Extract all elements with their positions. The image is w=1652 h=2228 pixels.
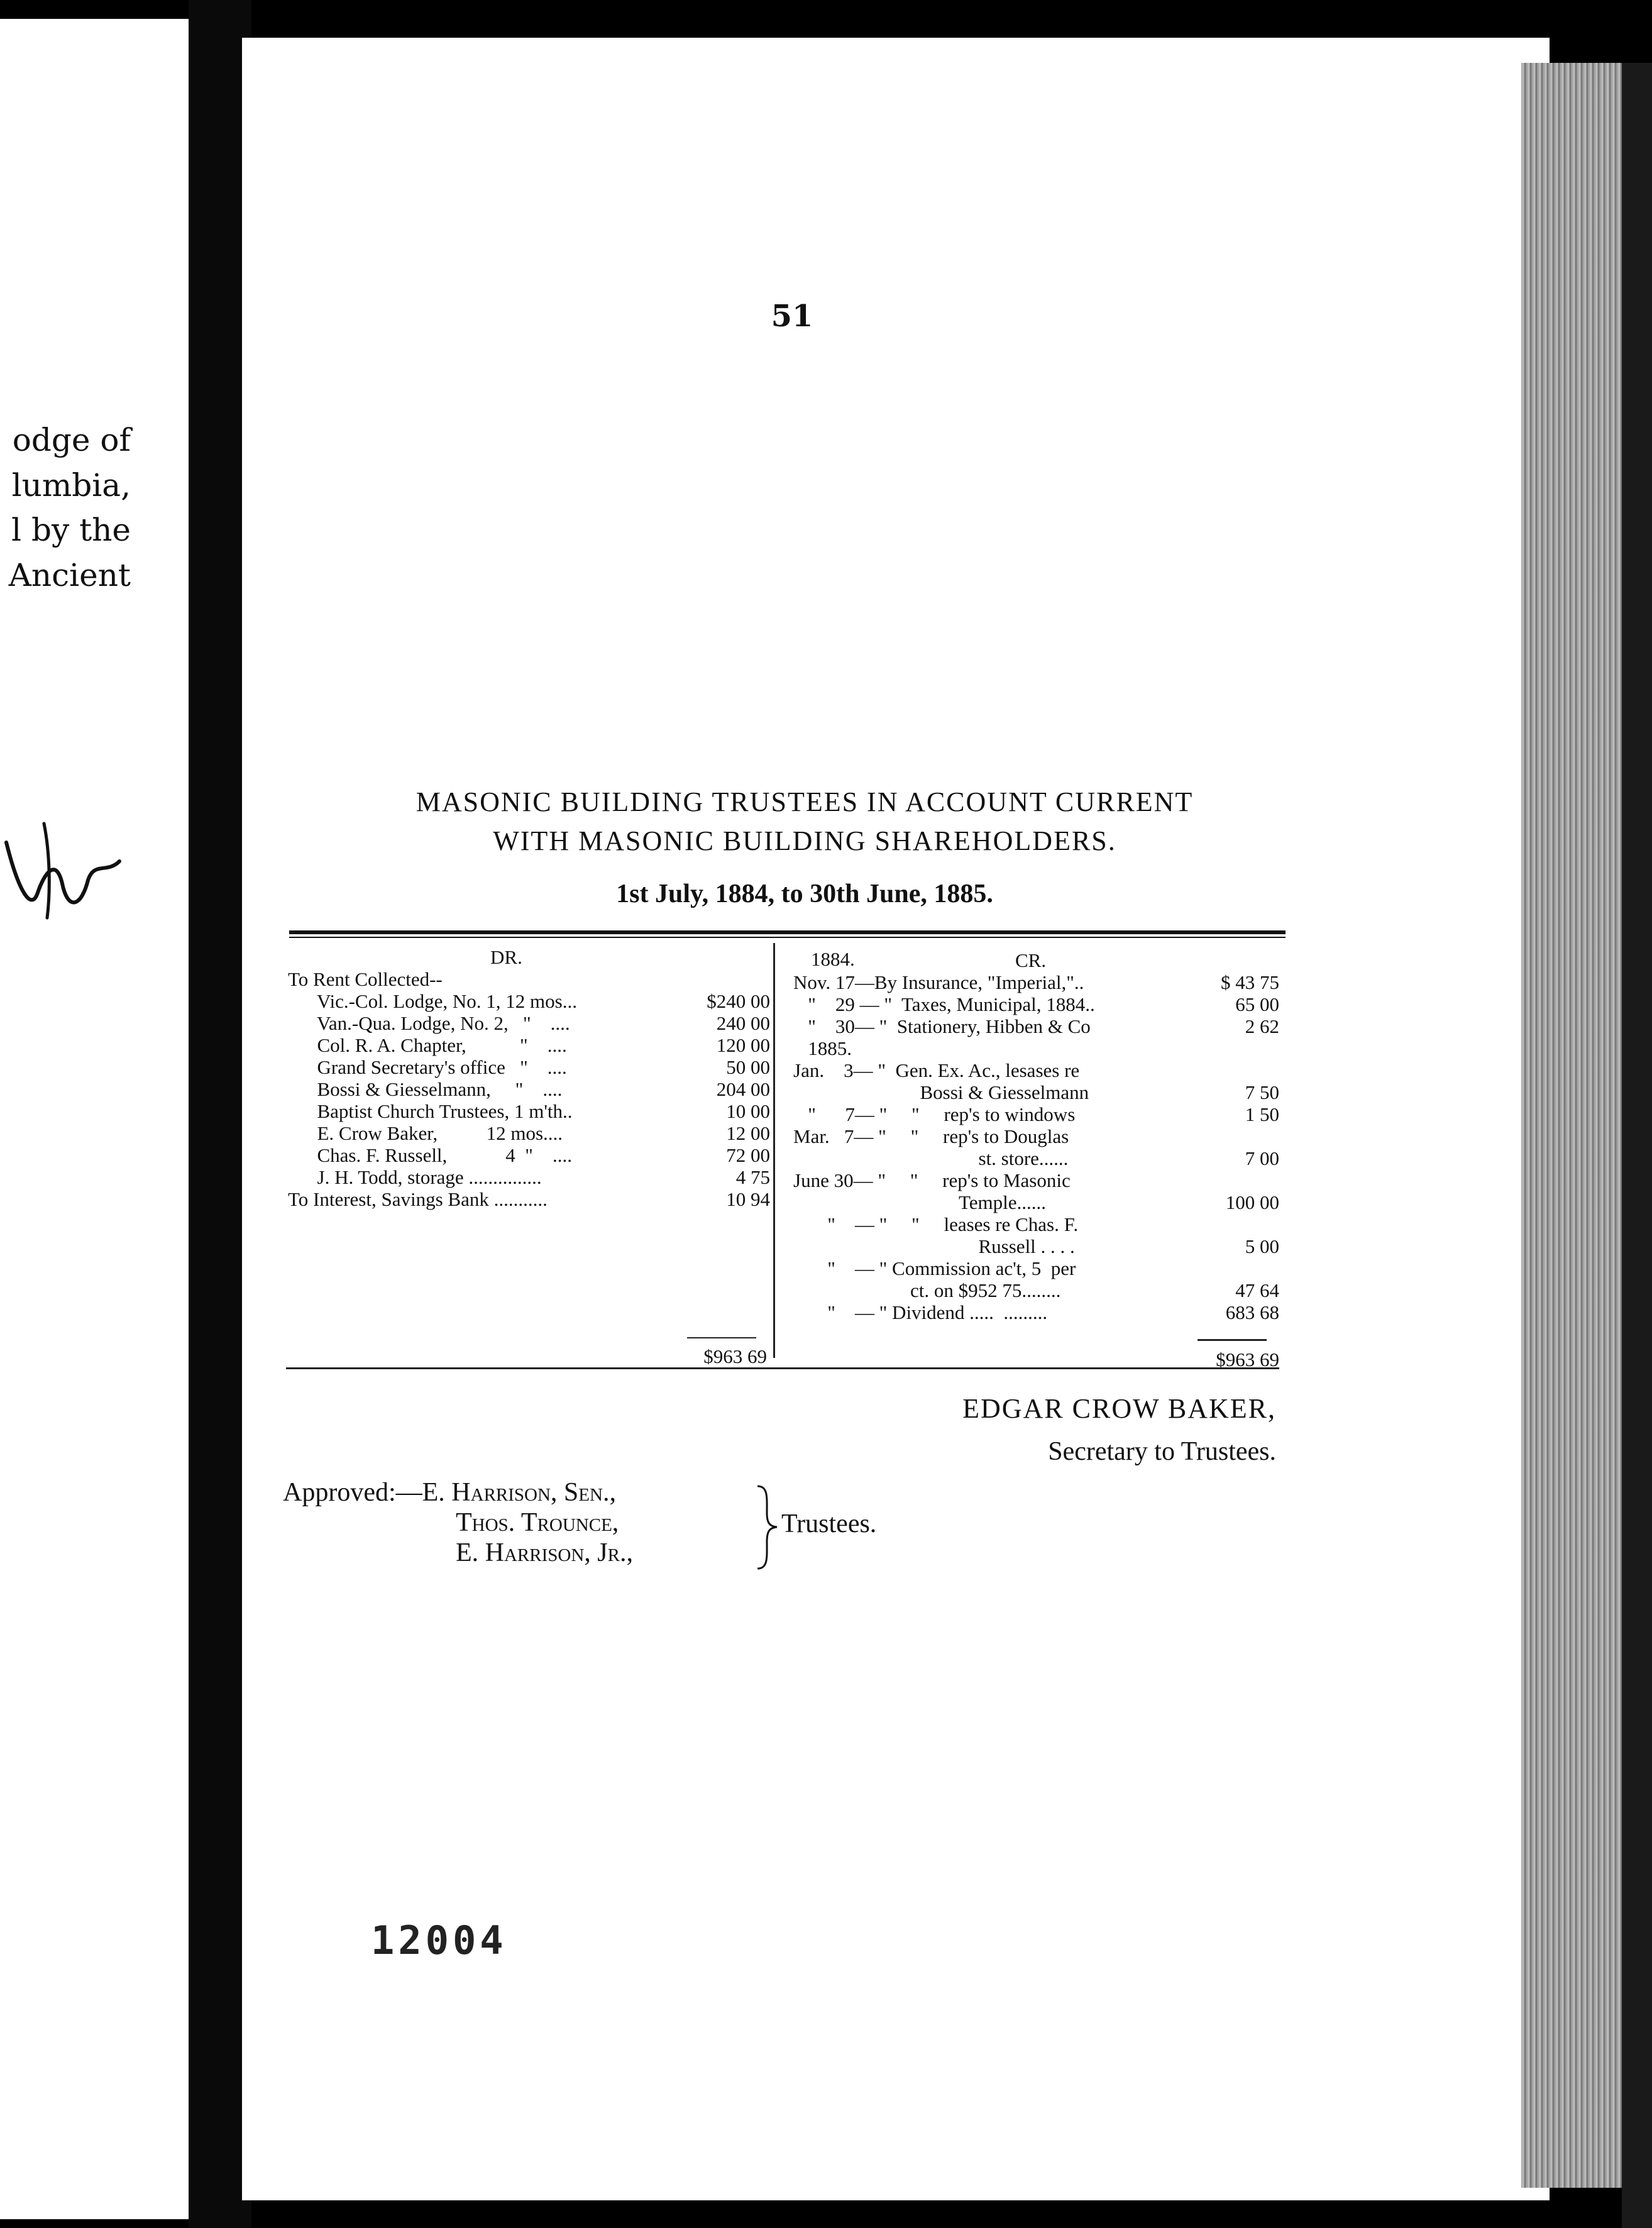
credit-row-text: " 30— " Stationery, Hibben & Co [793, 1015, 1091, 1037]
debit-total-rule [687, 1337, 756, 1338]
table-bottom-rule [286, 1367, 1279, 1369]
credit-row-amount: 2 62 [1245, 1015, 1279, 1037]
debit-row-text: Vic.-Col. Lodge, No. 1, 12 mos... [288, 990, 577, 1012]
debit-row-amount: 10 00 [726, 1100, 770, 1122]
left-page-line: Ancient [8, 557, 131, 593]
credit-row-amount: 65 00 [1235, 993, 1279, 1015]
credit-row-amount: 5 00 [1245, 1235, 1279, 1257]
left-page-line: l by the [11, 512, 131, 548]
debit-row-text: Grand Secretary's office " .... [288, 1056, 567, 1078]
table-center-rule [773, 943, 775, 1358]
credit-header: CR. [1015, 949, 1047, 971]
credit-total-rule [1198, 1339, 1267, 1341]
right-brace [754, 1485, 779, 1570]
credit-row-text: " 29 — " Taxes, Municipal, 1884.. [793, 993, 1095, 1015]
debit-row-text: Bossi & Giesselmann, " .... [288, 1078, 563, 1100]
debit-total: $963 69 [703, 1345, 767, 1367]
left-page-line: lumbia, [11, 467, 131, 504]
credit-year-1884: 1884. [811, 948, 855, 970]
credit-row-text: Russell . . . . [793, 1235, 1075, 1257]
approval-role: Trustees. [781, 1509, 877, 1538]
book-cover-edge [1622, 63, 1652, 2228]
debit-row-amount: 4 75 [735, 1166, 770, 1188]
debit-row-text: E. Crow Baker, 12 mos.... [288, 1122, 563, 1144]
credit-row-amount: 100 00 [1225, 1191, 1279, 1213]
debit-row-text: Van.-Qua. Lodge, No. 2, " .... [288, 1012, 570, 1034]
debit-row-amount: 120 00 [716, 1034, 770, 1056]
credit-row-text: " — " Dividend ..... ......... [793, 1301, 1048, 1323]
approval-prefix: Approved:— [283, 1478, 422, 1507]
left-page [0, 19, 189, 2219]
credit-row-text: Nov. 17—By Insurance, "Imperial,".. [793, 971, 1084, 993]
debit-row-amount: 50 00 [726, 1056, 770, 1078]
heading-period: 1st July, 1884, to 30th June, 1885. [616, 880, 993, 908]
debit-row-text: Baptist Church Trustees, 1 m'th.. [288, 1100, 573, 1122]
debit-row-amount: 72 00 [726, 1144, 770, 1166]
debit-row-amount: $240 00 [707, 990, 770, 1012]
credit-row-amount: 47 64 [1235, 1279, 1279, 1301]
credit-row-text: Bossi & Giesselmann [793, 1081, 1089, 1103]
credit-row-text: st. store...... [793, 1147, 1069, 1169]
signatory-title: Secretary to Trustees. [1048, 1437, 1276, 1466]
credit-row-text: " — " " leases re Chas. F. [793, 1213, 1079, 1235]
approval-name: E. Harrison, Sen., [422, 1478, 616, 1507]
signatory-name: EDGAR CROW BAKER, [962, 1393, 1276, 1424]
credit-row-text: Jan. 3— " Gen. Ex. Ac., lesases re [793, 1059, 1080, 1081]
credit-row-text: ct. on $952 75........ [793, 1279, 1061, 1301]
credit-row-amount: 683 68 [1225, 1301, 1279, 1323]
heading-line-1: MASONIC BUILDING TRUSTEES IN ACCOUNT CURRENT [416, 786, 1194, 817]
left-page-line: odge of [12, 422, 131, 458]
debit-row-text: To Rent Collected-- [288, 968, 443, 990]
credit-row-amount: 7 00 [1245, 1147, 1279, 1169]
credit-row-amount: 7 50 [1245, 1081, 1279, 1103]
credit-row-text: " 7— " " rep's to windows [793, 1103, 1076, 1125]
debit-header: DR. [490, 946, 522, 968]
approval-name: Thos. Trounce, [456, 1508, 619, 1537]
credit-row-text: " — " Commission ac't, 5 per [793, 1257, 1076, 1279]
credit-total: $963 69 [1216, 1348, 1279, 1370]
debit-row-text: Col. R. A. Chapter, " .... [288, 1034, 567, 1056]
debit-row-amount: 10 94 [726, 1188, 770, 1210]
accession-stamp: 12004 [371, 1917, 507, 1963]
debit-row-amount: 240 00 [716, 1012, 770, 1034]
approval-name: E. Harrison, Jr., [456, 1538, 633, 1567]
debit-row-amount: 12 00 [726, 1122, 770, 1144]
debit-row-amount: 204 00 [716, 1078, 770, 1100]
page-number: 51 [771, 299, 813, 334]
credit-row-amount: $ 43 75 [1221, 971, 1279, 993]
approval-block [283, 1477, 633, 1568]
debit-row-text: To Interest, Savings Bank ........... [288, 1188, 548, 1210]
table-top-rule [289, 930, 1286, 938]
heading-line-2: WITH MASONIC BUILDING SHAREHOLDERS. [493, 825, 1116, 856]
credit-row-text: Temple...... [793, 1191, 1046, 1213]
credit-row-text: Mar. 7— " " rep's to Douglas [793, 1125, 1069, 1147]
credit-row-text: June 30— " " rep's to Masonic [793, 1169, 1071, 1191]
credit-row-amount: 1 50 [1245, 1103, 1279, 1125]
credit-row-text: 1885. [793, 1037, 852, 1059]
debit-row-text: Chas. F. Russell, 4 " .... [288, 1144, 572, 1166]
debit-row-text: J. H. Todd, storage ............... [288, 1166, 542, 1188]
handwritten-signature-fragment [0, 817, 126, 930]
